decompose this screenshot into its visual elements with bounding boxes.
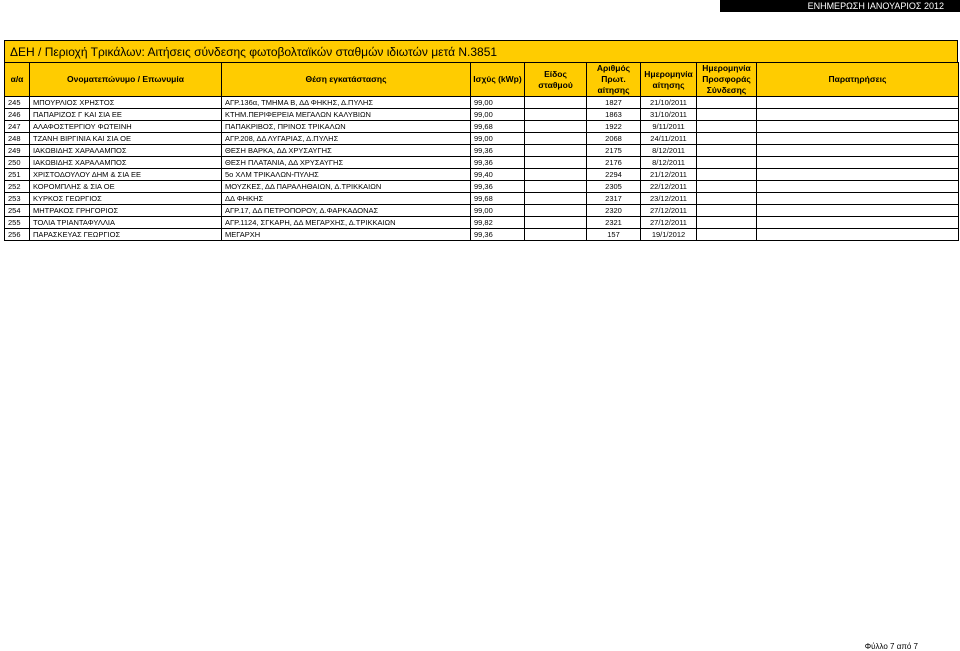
- cell-request-date: 21/12/2011: [641, 169, 697, 181]
- cell-name: ΑΛΑΦΟΣΤΕΡΓΙΟΥ ΦΩΤΕΙΝΗ: [30, 121, 222, 133]
- cell-station-type: [525, 205, 587, 217]
- cell-request-date: 21/10/2011: [641, 97, 697, 109]
- cell-name: ΙΑΚΩΒΙΔΗΣ ΧΑΡΑΛΑΜΠΟΣ: [30, 145, 222, 157]
- cell-name: ΤΟΛΙΑ ΤΡΙΑΝΤΑΦΥΛΛΙΑ: [30, 217, 222, 229]
- cell-location: ΑΓΡ.136α, ΤΜΗΜΑ Β, ΔΔ ΦΗΚΗΣ, Δ.ΠΥΛΗΣ: [222, 97, 471, 109]
- cell-name: ΧΡΙΣΤΟΔΟΥΛΟΥ ΔΗΜ & ΣΙΑ ΕΕ: [30, 169, 222, 181]
- table-header-row: [5, 63, 959, 97]
- header-remarks: Παρατηρήσεις: [757, 63, 959, 97]
- header-aa: α/α: [5, 63, 30, 97]
- cell-power: 99,82: [471, 217, 525, 229]
- cell-offer-date: [697, 157, 757, 169]
- cell-aa: 247: [5, 121, 30, 133]
- cell-aa: 256: [5, 229, 30, 241]
- cell-remarks: [757, 169, 959, 181]
- cell-offer-date: [697, 97, 757, 109]
- cell-name: ΜΠΟΥΡΛΙΟΣ ΧΡΗΣΤΟΣ: [30, 97, 222, 109]
- header-protocol: Αριθμός Πρωτ. αίτησης: [587, 63, 641, 97]
- cell-aa: 252: [5, 181, 30, 193]
- cell-remarks: [757, 133, 959, 145]
- header-power: Ισχύς (kWp): [471, 63, 525, 97]
- cell-remarks: [757, 181, 959, 193]
- cell-power: 99,36: [471, 145, 525, 157]
- header-name: Ονοματεπώνυμο / Επωνυμία: [30, 63, 222, 97]
- cell-offer-date: [697, 217, 757, 229]
- cell-station-type: [525, 145, 587, 157]
- cell-power: 99,36: [471, 157, 525, 169]
- cell-aa: 246: [5, 109, 30, 121]
- table-row: [5, 169, 959, 181]
- cell-protocol: 2305: [587, 181, 641, 193]
- cell-aa: 251: [5, 169, 30, 181]
- cell-remarks: [757, 229, 959, 241]
- cell-aa: 248: [5, 133, 30, 145]
- cell-aa: 249: [5, 145, 30, 157]
- cell-offer-date: [697, 133, 757, 145]
- cell-aa: 254: [5, 205, 30, 217]
- cell-location: ΜΟΥΖΚΕΣ, ΔΔ ΠΑΡΑΛΗΘΑΙΩΝ, Δ.ΤΡΙΚΚΑΙΩΝ: [222, 181, 471, 193]
- cell-offer-date: [697, 181, 757, 193]
- cell-protocol: 2321: [587, 217, 641, 229]
- cell-station-type: [525, 121, 587, 133]
- cell-power: 99,40: [471, 169, 525, 181]
- table-row: [5, 205, 959, 217]
- cell-location: ΜΕΓΑΡΧΗ: [222, 229, 471, 241]
- cell-station-type: [525, 229, 587, 241]
- cell-station-type: [525, 157, 587, 169]
- cell-request-date: 27/12/2011: [641, 205, 697, 217]
- cell-request-date: 8/12/2011: [641, 157, 697, 169]
- cell-protocol: 1922: [587, 121, 641, 133]
- cell-remarks: [757, 217, 959, 229]
- cell-offer-date: [697, 193, 757, 205]
- table-row: [5, 193, 959, 205]
- cell-request-date: 22/12/2011: [641, 181, 697, 193]
- cell-protocol: 1863: [587, 109, 641, 121]
- page-title: ΔΕΗ / Περιοχή Τρικάλων: Αιτήσεις σύνδεσης φωτοβολταϊκών σταθμών ιδιωτών μετά Ν.3851: [4, 40, 958, 62]
- cell-power: 99,00: [471, 109, 525, 121]
- cell-power: 99,36: [471, 229, 525, 241]
- cell-remarks: [757, 157, 959, 169]
- cell-request-date: 9/11/2011: [641, 121, 697, 133]
- cell-remarks: [757, 121, 959, 133]
- cell-name: ΤΖΑΝΗ ΒΙΡΓΙΝΙΑ ΚΑΙ ΣΙΑ ΟΕ: [30, 133, 222, 145]
- cell-request-date: 19/1/2012: [641, 229, 697, 241]
- cell-offer-date: [697, 121, 757, 133]
- cell-location: ΘΕΣΗ ΠΛΑΤΑΝΙΑ, ΔΔ ΧΡΥΣΑΥΓΗΣ: [222, 157, 471, 169]
- cell-location: ΔΔ ΦΗΚΗΣ: [222, 193, 471, 205]
- cell-station-type: [525, 181, 587, 193]
- cell-offer-date: [697, 229, 757, 241]
- cell-station-type: [525, 133, 587, 145]
- cell-protocol: 1827: [587, 97, 641, 109]
- cell-protocol: 2176: [587, 157, 641, 169]
- cell-location: ΠΑΠΑΚΡΙΒΟΣ, ΠΡΙΝΟΣ ΤΡΙΚΑΛΩΝ: [222, 121, 471, 133]
- cell-power: 99,68: [471, 193, 525, 205]
- table-row: [5, 109, 959, 121]
- cell-location: ΑΓΡ.1124, ΣΓΚΑΡΗ, ΔΔ ΜΕΓΑΡΧΗΣ, Δ.ΤΡΙΚΚΑΙΩΝ: [222, 217, 471, 229]
- cell-location: 5ο ΧΛΜ ΤΡΙΚΑΛΩΝ-ΠΥΛΗΣ: [222, 169, 471, 181]
- cell-remarks: [757, 109, 959, 121]
- cell-remarks: [757, 97, 959, 109]
- cell-offer-date: [697, 169, 757, 181]
- cell-request-date: 23/12/2011: [641, 193, 697, 205]
- cell-name: ΠΑΠΑΡΙΖΟΣ Γ ΚΑΙ ΣΙΑ ΕΕ: [30, 109, 222, 121]
- cell-request-date: 27/12/2011: [641, 217, 697, 229]
- cell-station-type: [525, 193, 587, 205]
- cell-remarks: [757, 205, 959, 217]
- table-row: [5, 121, 959, 133]
- cell-protocol: 2068: [587, 133, 641, 145]
- cell-name: ΙΑΚΩΒΙΔΗΣ ΧΑΡΑΛΑΜΠΟΣ: [30, 157, 222, 169]
- header-location: Θέση εγκατάστασης: [222, 63, 471, 97]
- cell-location: ΚΤΗΜ.ΠΕΡΙΦΕΡΕΙΑ ΜΕΓΑΛΩΝ ΚΑΛΥΒΙΩΝ: [222, 109, 471, 121]
- cell-power: 99,00: [471, 97, 525, 109]
- cell-name: ΜΗΤΡΑΚΟΣ ΓΡΗΓΟΡΙΟΣ: [30, 205, 222, 217]
- update-note: ΕΝΗΜΕΡΩΣΗ ΙΑΝΟΥΑΡΙΟΣ 2012: [720, 0, 960, 12]
- header-offer-date: Ημερομηνία Προσφοράς Σύνδεσης: [697, 63, 757, 97]
- cell-station-type: [525, 169, 587, 181]
- cell-station-type: [525, 97, 587, 109]
- cell-name: ΚΥΡΚΟΣ ΓΕΩΡΓΙΟΣ: [30, 193, 222, 205]
- cell-offer-date: [697, 145, 757, 157]
- table-row: [5, 157, 959, 169]
- cell-power: 99,00: [471, 133, 525, 145]
- table-row: [5, 217, 959, 229]
- cell-aa: 250: [5, 157, 30, 169]
- header-request-date: Ημερομηνία αίτησης: [641, 63, 697, 97]
- cell-station-type: [525, 109, 587, 121]
- cell-protocol: 2317: [587, 193, 641, 205]
- table-row: [5, 133, 959, 145]
- applications-table: [4, 62, 959, 241]
- table-row: [5, 97, 959, 109]
- cell-name: ΠΑΡΑΣΚΕΥΑΣ ΓΕΩΡΓΙΟΣ: [30, 229, 222, 241]
- cell-aa: 253: [5, 193, 30, 205]
- cell-location: ΑΓΡ.208, ΔΔ ΛΥΓΑΡΙΑΣ, Δ.ΠΥΛΗΣ: [222, 133, 471, 145]
- cell-power: 99,68: [471, 121, 525, 133]
- header-station-type: Είδος σταθμού: [525, 63, 587, 97]
- cell-aa: 245: [5, 97, 30, 109]
- table-row: [5, 229, 959, 241]
- cell-location: ΘΕΣΗ ΒΑΡΚΑ, ΔΔ ΧΡΥΣΑΥΓΗΣ: [222, 145, 471, 157]
- table-row: [5, 181, 959, 193]
- cell-protocol: 2320: [587, 205, 641, 217]
- cell-remarks: [757, 193, 959, 205]
- cell-power: 99,36: [471, 181, 525, 193]
- cell-power: 99,00: [471, 205, 525, 217]
- table-row: [5, 145, 959, 157]
- cell-name: ΚΟΡΟΜΠΛΗΣ & ΣΙΑ ΟΕ: [30, 181, 222, 193]
- cell-request-date: 24/11/2011: [641, 133, 697, 145]
- cell-protocol: 157: [587, 229, 641, 241]
- cell-remarks: [757, 145, 959, 157]
- cell-request-date: 31/10/2011: [641, 109, 697, 121]
- cell-offer-date: [697, 109, 757, 121]
- sheet-footer: Φύλλο 7 από 7: [864, 642, 918, 651]
- cell-protocol: 2294: [587, 169, 641, 181]
- cell-location: ΑΓΡ.17, ΔΔ ΠΕΤΡΟΠΟΡΟΥ, Δ.ΦΑΡΚΑΔΟΝΑΣ: [222, 205, 471, 217]
- cell-protocol: 2175: [587, 145, 641, 157]
- cell-request-date: 8/12/2011: [641, 145, 697, 157]
- cell-aa: 255: [5, 217, 30, 229]
- cell-station-type: [525, 217, 587, 229]
- cell-offer-date: [697, 205, 757, 217]
